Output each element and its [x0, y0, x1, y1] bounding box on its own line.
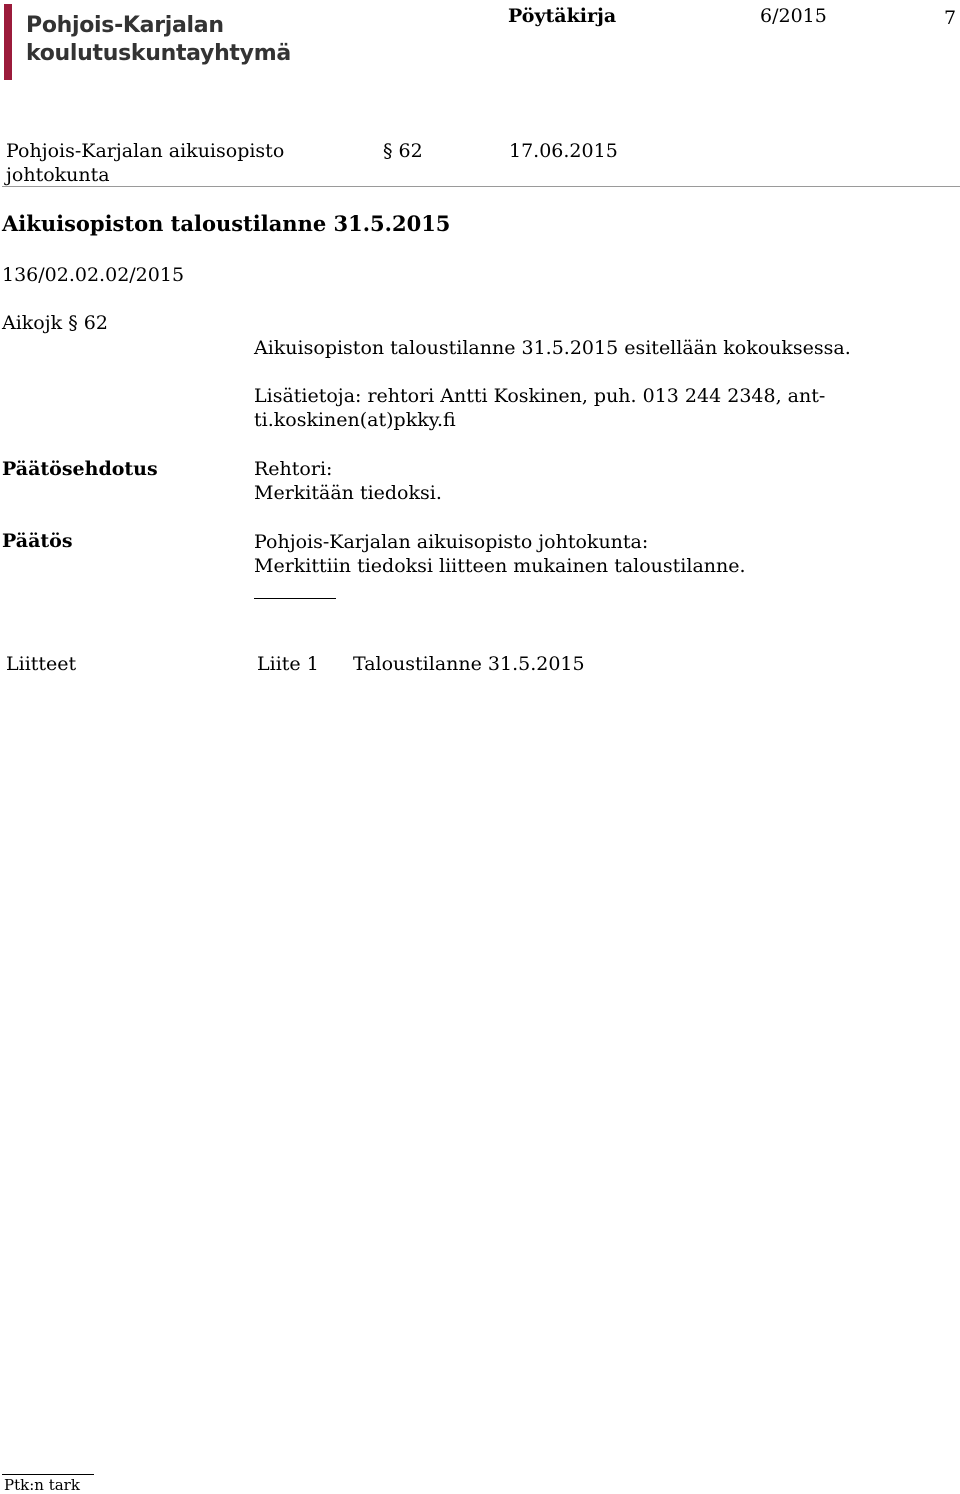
section-number: § 62 [383, 140, 423, 162]
meeting-body-line-1: Pohjois-Karjalan aikuisopisto [6, 140, 285, 162]
proposal-label: Päätösehdotus [2, 458, 158, 480]
attachments-label: Liitteet [6, 653, 77, 675]
proposal-line-1: Rehtori: [254, 458, 333, 480]
logo-bar [4, 4, 12, 80]
attachment-title: Taloustilanne 31.5.2015 [353, 653, 585, 675]
document-number: 6/2015 [760, 5, 827, 27]
item-intro: Aikuisopiston taloustilanne 31.5.2015 esitellään kokouksessa. [254, 337, 851, 359]
meeting-body-line-2: johtokunta [6, 164, 110, 186]
info-line-2: ti.koskinen(at)pkky.fi [254, 409, 456, 431]
minutes-check-label: Ptk:n tark [4, 1476, 80, 1494]
organization-logo [26, 12, 291, 68]
end-rule [254, 598, 336, 599]
document-type: Pöytäkirja [508, 5, 617, 27]
diary-number: 136/02.02.02/2015 [2, 264, 185, 286]
info-line-1: Lisätietoja: rehtori Antti Koskinen, puh. 013 244 2348, ant- [254, 385, 826, 407]
decision-line-2: Merkittiin tiedoksi liitteen mukainen taloustilanne. [254, 555, 746, 577]
page-number: 7 [944, 7, 957, 29]
decision-label: Päätös [2, 530, 73, 552]
attachment-id: Liite 1 [257, 653, 319, 675]
item-title: Aikuisopiston taloustilanne 31.5.2015 [2, 211, 451, 236]
proposal-line-2: Merkitään tiedoksi. [254, 482, 442, 504]
header-divider [2, 186, 960, 187]
meeting-date: 17.06.2015 [509, 140, 618, 162]
logo-line-1: Pohjois-Karjalan [26, 13, 224, 38]
footer-rule [2, 1474, 94, 1475]
decision-line-1: Pohjois-Karjalan aikuisopisto johtokunta: [254, 531, 649, 553]
logo-line-2: koulutuskuntayhtymä [26, 41, 291, 66]
item-reference: Aikojk § 62 [2, 312, 108, 334]
